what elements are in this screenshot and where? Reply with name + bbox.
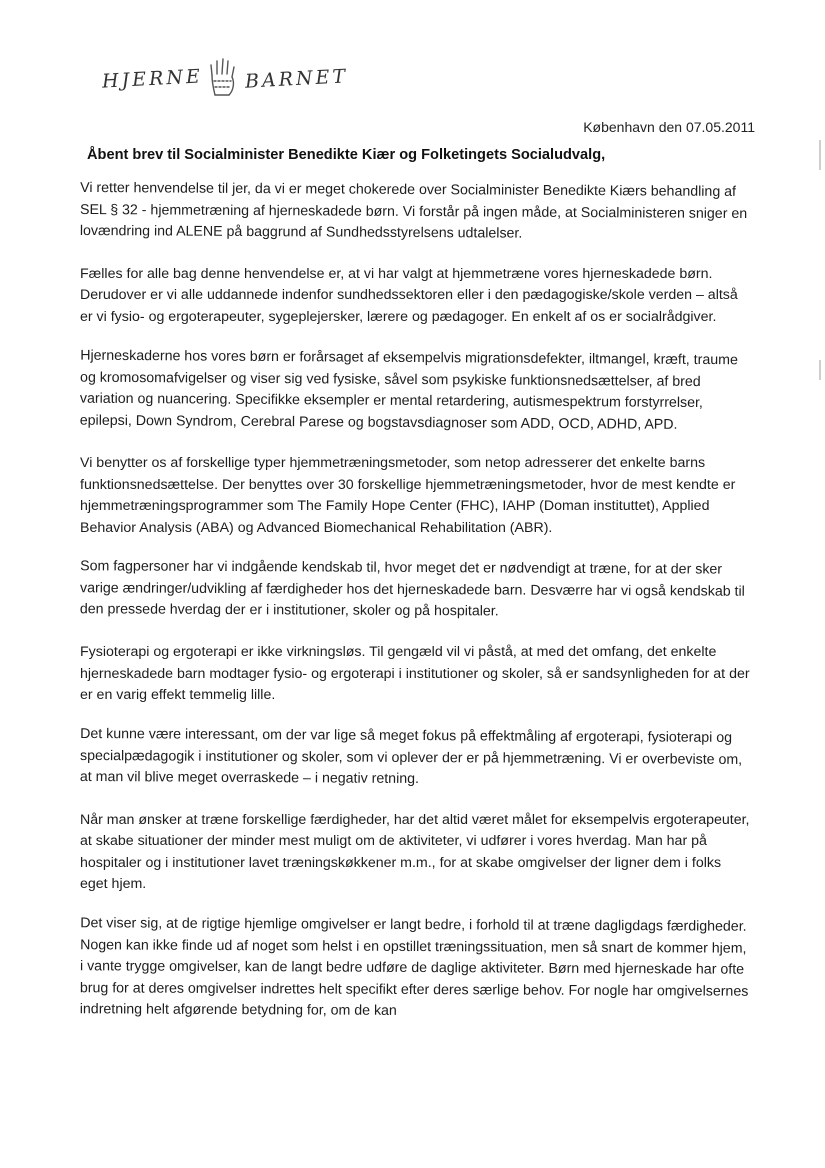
letterhead-logo xyxy=(101,50,349,108)
paragraph: Hjerneskaderne hos vores børn er forårsaget af eksempelvis migrationsdefekter, iltmangel, kræft, traume og kromosomafvigelser og viser sig ved fysiske, såvel som psykiske funktionsnedsættelser, af bred variation og nuancering. Specifikke eksempler er mental retardering, autismespektrum forstyrrelser, epilepsi, Down Syndrom, Cerebral Parese og bogstavsdiagnoser som ADD, OCD, ADHD, APD. xyxy=(79,347,738,433)
letter-body xyxy=(80,180,750,1042)
paragraph: Fysioterapi og ergoterapi er ikke virkningsløs. Til gengæld vil vi påstå, at med det omfang, det enkelte hjerneskadede barn modtager fysio- og ergoterapi i institutioner og skoler, så er sandsynligheden for at der er en varig effekt temmelig lille. xyxy=(80,644,750,704)
hand-icon xyxy=(207,57,241,102)
paragraph: Fælles for alle bag denne henvendelse er, at vi har valgt at hjemmetræne vores hjerneskadede børn. Derudover er vi alle uddannede indenfor sundhedssektoren eller i den pædagogiske/skole verden – altså er vi fysio- og ergoterapeuter, sygeplejersker, lærere og pædagoger. En enkelt af os er socialrådgiver. xyxy=(80,265,738,325)
logo-word-hjerne: HJERNE xyxy=(101,65,204,93)
paragraph: Vi benytter os af forskellige typer hjemmetræningsmetoder, som netop adresserer det enkelte barns funktionsnedsættelse. Der benyttes over 30 forskellige hjemmetræningsmetoder, hvor de mest kendte er hjemmetræningsprogrammer som The Family Hope Center (FHC), IAHP (Doman instituttet), Applied Behavior Analysis (ABA) og Advanced Biomechanical Rehabilitation (ABR). xyxy=(80,454,736,536)
paragraph: Det viser sig, at de rigtige hjemlige omgivelser er langt bedre, i forhold til at træne dagligdags færdigheder. Nogen kan ikke finde ud af noget som helst i en opstillet træningssituation, men så snart de kommer hjem, i vante trygge omgivelser, kan de langt bedre udføre de daglige aktiviteter. Børn med hjerneskade har ofte brug for at deres omgivelser indrettes helt specifikt efter deres særlige behov. For nogle har omgivelsernes indretning helt afgørende betydning for, om de kan xyxy=(79,915,749,1020)
paragraph: Det kunne være interessant, om der var lige så meget fokus på effektmåling af ergoterapi, fysioterapi og specialpædagogik i institutioner og skoler, som vi oplever der er på hjemmetræning. Vi er overbeviste om, at man vil blive meget overraskede – i negativ retning. xyxy=(79,725,743,788)
scan-edge-mark xyxy=(819,360,821,380)
logo-word-barnet: BARNET xyxy=(244,65,349,93)
paragraph: Vi retter henvendelse til jer, da vi er meget chokerede over Socialminister Benedikte Kiærs behandling af SEL § 32 - hjemmetræning af hjerneskadede børn. Vi forstår på ingen måde, at Socialministeren sniger en lovændring ind ALENE på baggrund af Sundhedsstyrelsens udtalelser. xyxy=(79,179,748,242)
letter-heading: Åbent brev til Socialminister Benedikte Kiær og Folketingets Socialudvalg, xyxy=(87,147,606,163)
paragraph: Som fagpersoner har vi indgående kendskab til, hvor meget det er nødvendigt at træne, for at der sker varige ændringer/udvikling af færdigheder hos det hjerneskadede barn. Desværre har vi også kendskab til den pressede hverdag der er i institutioner, skoler og på hospitaler. xyxy=(79,558,745,620)
place-date: København den 07.05.2011 xyxy=(583,119,755,135)
paragraph: Når man ønsker at træne forskellige færdigheder, har det altid været målet for eksempelvis ergoterapeuter, at skabe situationer der minder mest muligt om de aktiviteter, vi udfører i vores hverdag. Man har på hospitaler og i institutioner lavet træningskøkkener m.m., for at skabe omgivelser der ligner dem i folks eget hjem. xyxy=(80,811,750,893)
scan-edge-mark xyxy=(819,140,821,170)
